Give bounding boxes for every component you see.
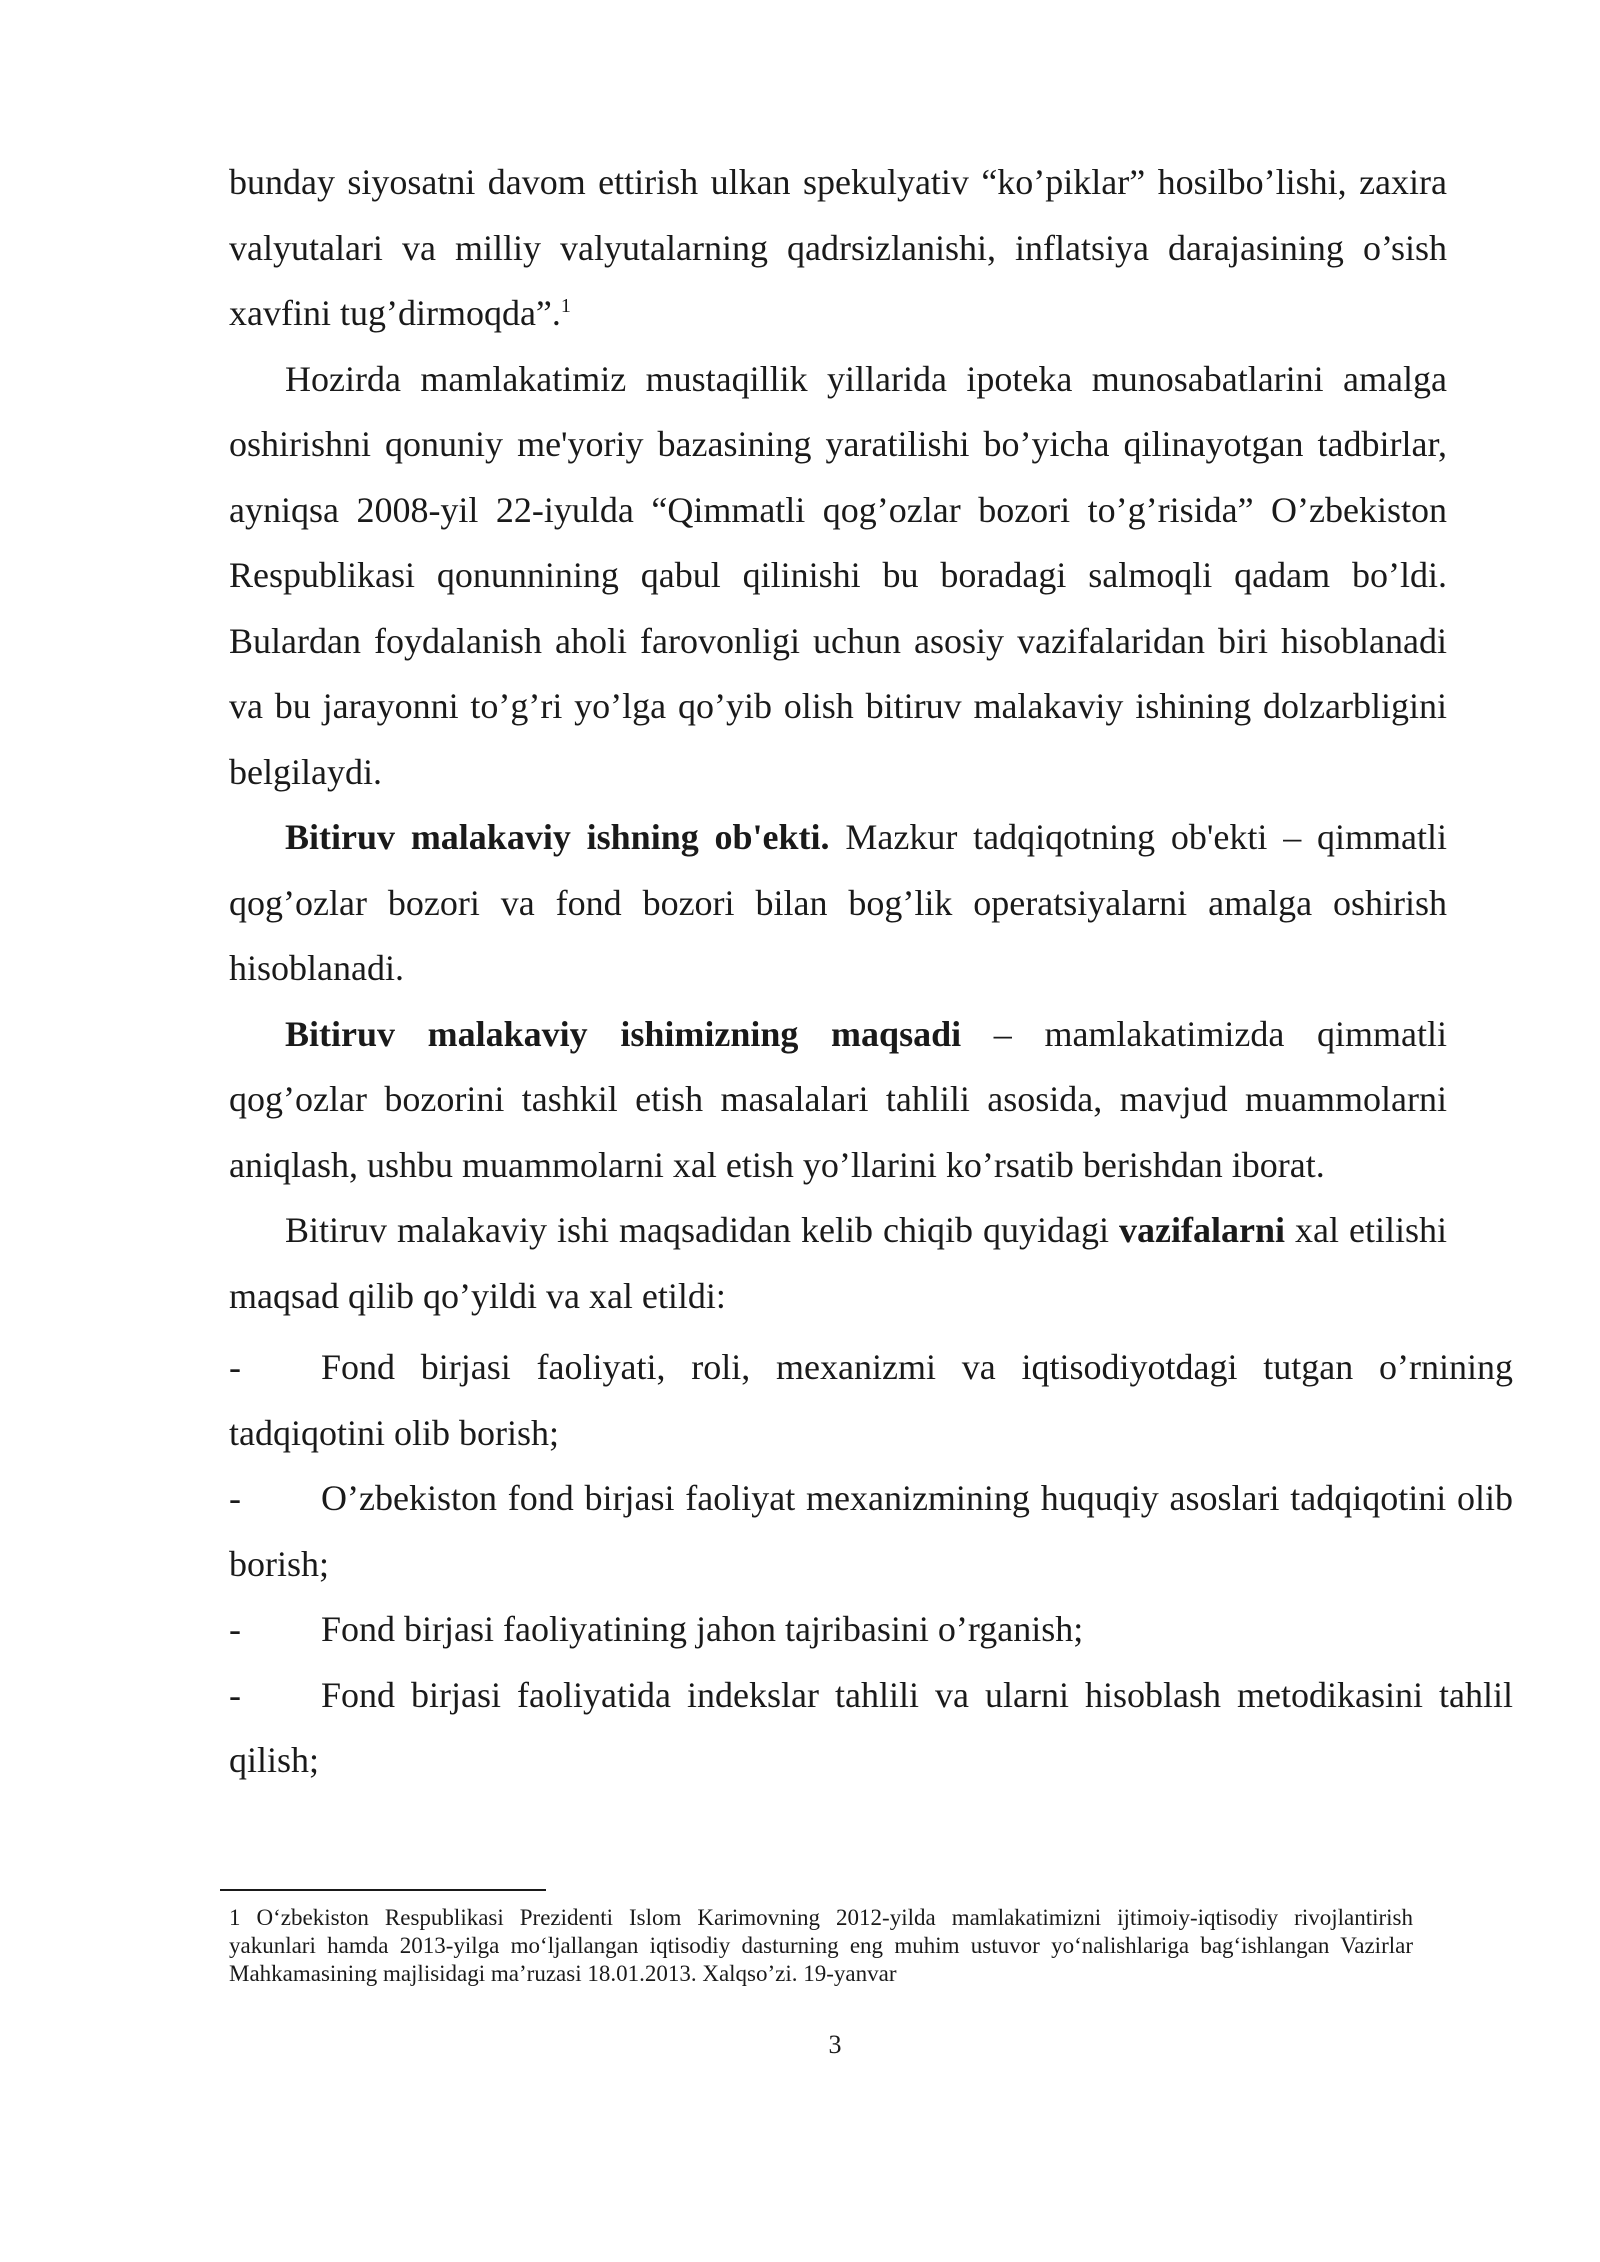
paragraph-text-before: Bitiruv malakaviy ishi maqsadidan kelib chiqib quyidagi [285, 1210, 1119, 1250]
footnote-separator [220, 1889, 546, 1891]
list-dash: - [229, 1609, 241, 1649]
paragraph-text: bunday siyosatni davom ettirish ulkan spekulyativ “ko’piklar” hosilbo’lishi, zaxira valyutalari va milliy valyutalarning qadrsizlanishi, inflatsiya darajasining o’sish xavfini tug’dirmoqda”. [229, 162, 1447, 333]
page-number: 3 [828, 2030, 842, 2059]
paragraph-tasks-intro [229, 1198, 1447, 1329]
paragraph-relevance [229, 347, 1447, 806]
list-dash: - [229, 1674, 241, 1715]
paragraph-object [229, 805, 1447, 1002]
list-item-text: O’zbekiston fond birjasi faoliyat mexanizmining huquqiy asoslari tadqiqotini olib borish; [229, 1478, 1513, 1584]
list-item [229, 1597, 1513, 1663]
footnote-reference[interactable]: 1 [560, 295, 571, 317]
paragraph-goal [229, 1002, 1447, 1199]
list-item [229, 1335, 1513, 1466]
footnote [229, 1904, 1413, 1988]
task-list [229, 1335, 1513, 1794]
paragraph-continuation [229, 150, 1447, 347]
body-text [229, 150, 1447, 1329]
list-item-text: Fond birjasi faoliyatida indekslar tahlili va ularni hisoblash metodikasini tahlil qilish; [229, 1674, 1513, 1780]
paragraph-heading: Bitiruv malakaviy ishimizning maqsadi [285, 1013, 962, 1054]
paragraph-text: Mazkur tadqiqotning ob'ekti – qimmatli qog’ozlar bozori va fond bozori bilan bog’lik operatsiyalarni amalga oshirish hisoblanadi. [229, 817, 1447, 988]
footnote-number: 1 [229, 1905, 241, 1930]
list-item [229, 1663, 1513, 1794]
list-dash: - [229, 1478, 241, 1518]
list-dash: - [229, 1347, 241, 1387]
paragraph-text: – mamlakatimizda qimmatli qog’ozlar bozorini tashkil etish masalalari tahlili asosida, mavjud muammolarni aniqlash, ushbu muammolarni xal etish yo’llarini ko’rsatib berishdan iborat. [229, 1013, 1447, 1185]
footnote-text: O‘zbekiston Respublikasi Prezidenti Islom Karimovning 2012-yilda mamlakatimizni ijtimoiy-iqtisodiy rivojlantirish yakunlari hamda 2013-yilga mo‘ljallangan iqtisodiy dasturning eng muhim ustuvor yo‘nalishlariga bag‘ishlangan Vazirlar Mahkamasining majlisidagi ma’ruzasi 18.01.2013. Xalqso’zi. 19-yanvar [229, 1905, 1413, 1986]
list-item-text: Fond birjasi faoliyati, roli, mexanizmi va iqtisodiyotdagi tutgan o’rnining tadqiqotini olib borish; [229, 1347, 1513, 1453]
paragraph-text-after: xal etilishi maqsad qilib qo’yildi va xal etildi: [229, 1210, 1448, 1316]
list-item [229, 1466, 1513, 1597]
paragraph-heading: Bitiruv malakaviy ishning ob'ekti. [285, 817, 830, 857]
list-item-text: Fond birjasi faoliyatining jahon tajribasini o’rganish; [321, 1609, 1084, 1649]
paragraph-bold-term: vazifalarni [1119, 1210, 1285, 1250]
paragraph-text: Hozirda mamlakatimiz mustaqillik yillarida ipoteka munosabatlarini amalga oshirishni qonuniy me'yoriy bazasining yaratilishi bo’yicha qilinayotgan tadbirlar, ayniqsa 2008-yil 22-iyulda “Qimmatli qog’ozlar bozori to’g’risida” O’zbekiston Respublikasi qonunnining qabul qilinishi bu boradagi salmoqli qadam bo’ldi. Bulardan foydalanish aholi farovonligi uchun asosiy vazifalaridan biri hisoblanadi va bu jarayonni to’g’ri yo’lga qo’yib olish bitiruv malakaviy ishining dolzarbligini belgilaydi. [229, 358, 1447, 792]
